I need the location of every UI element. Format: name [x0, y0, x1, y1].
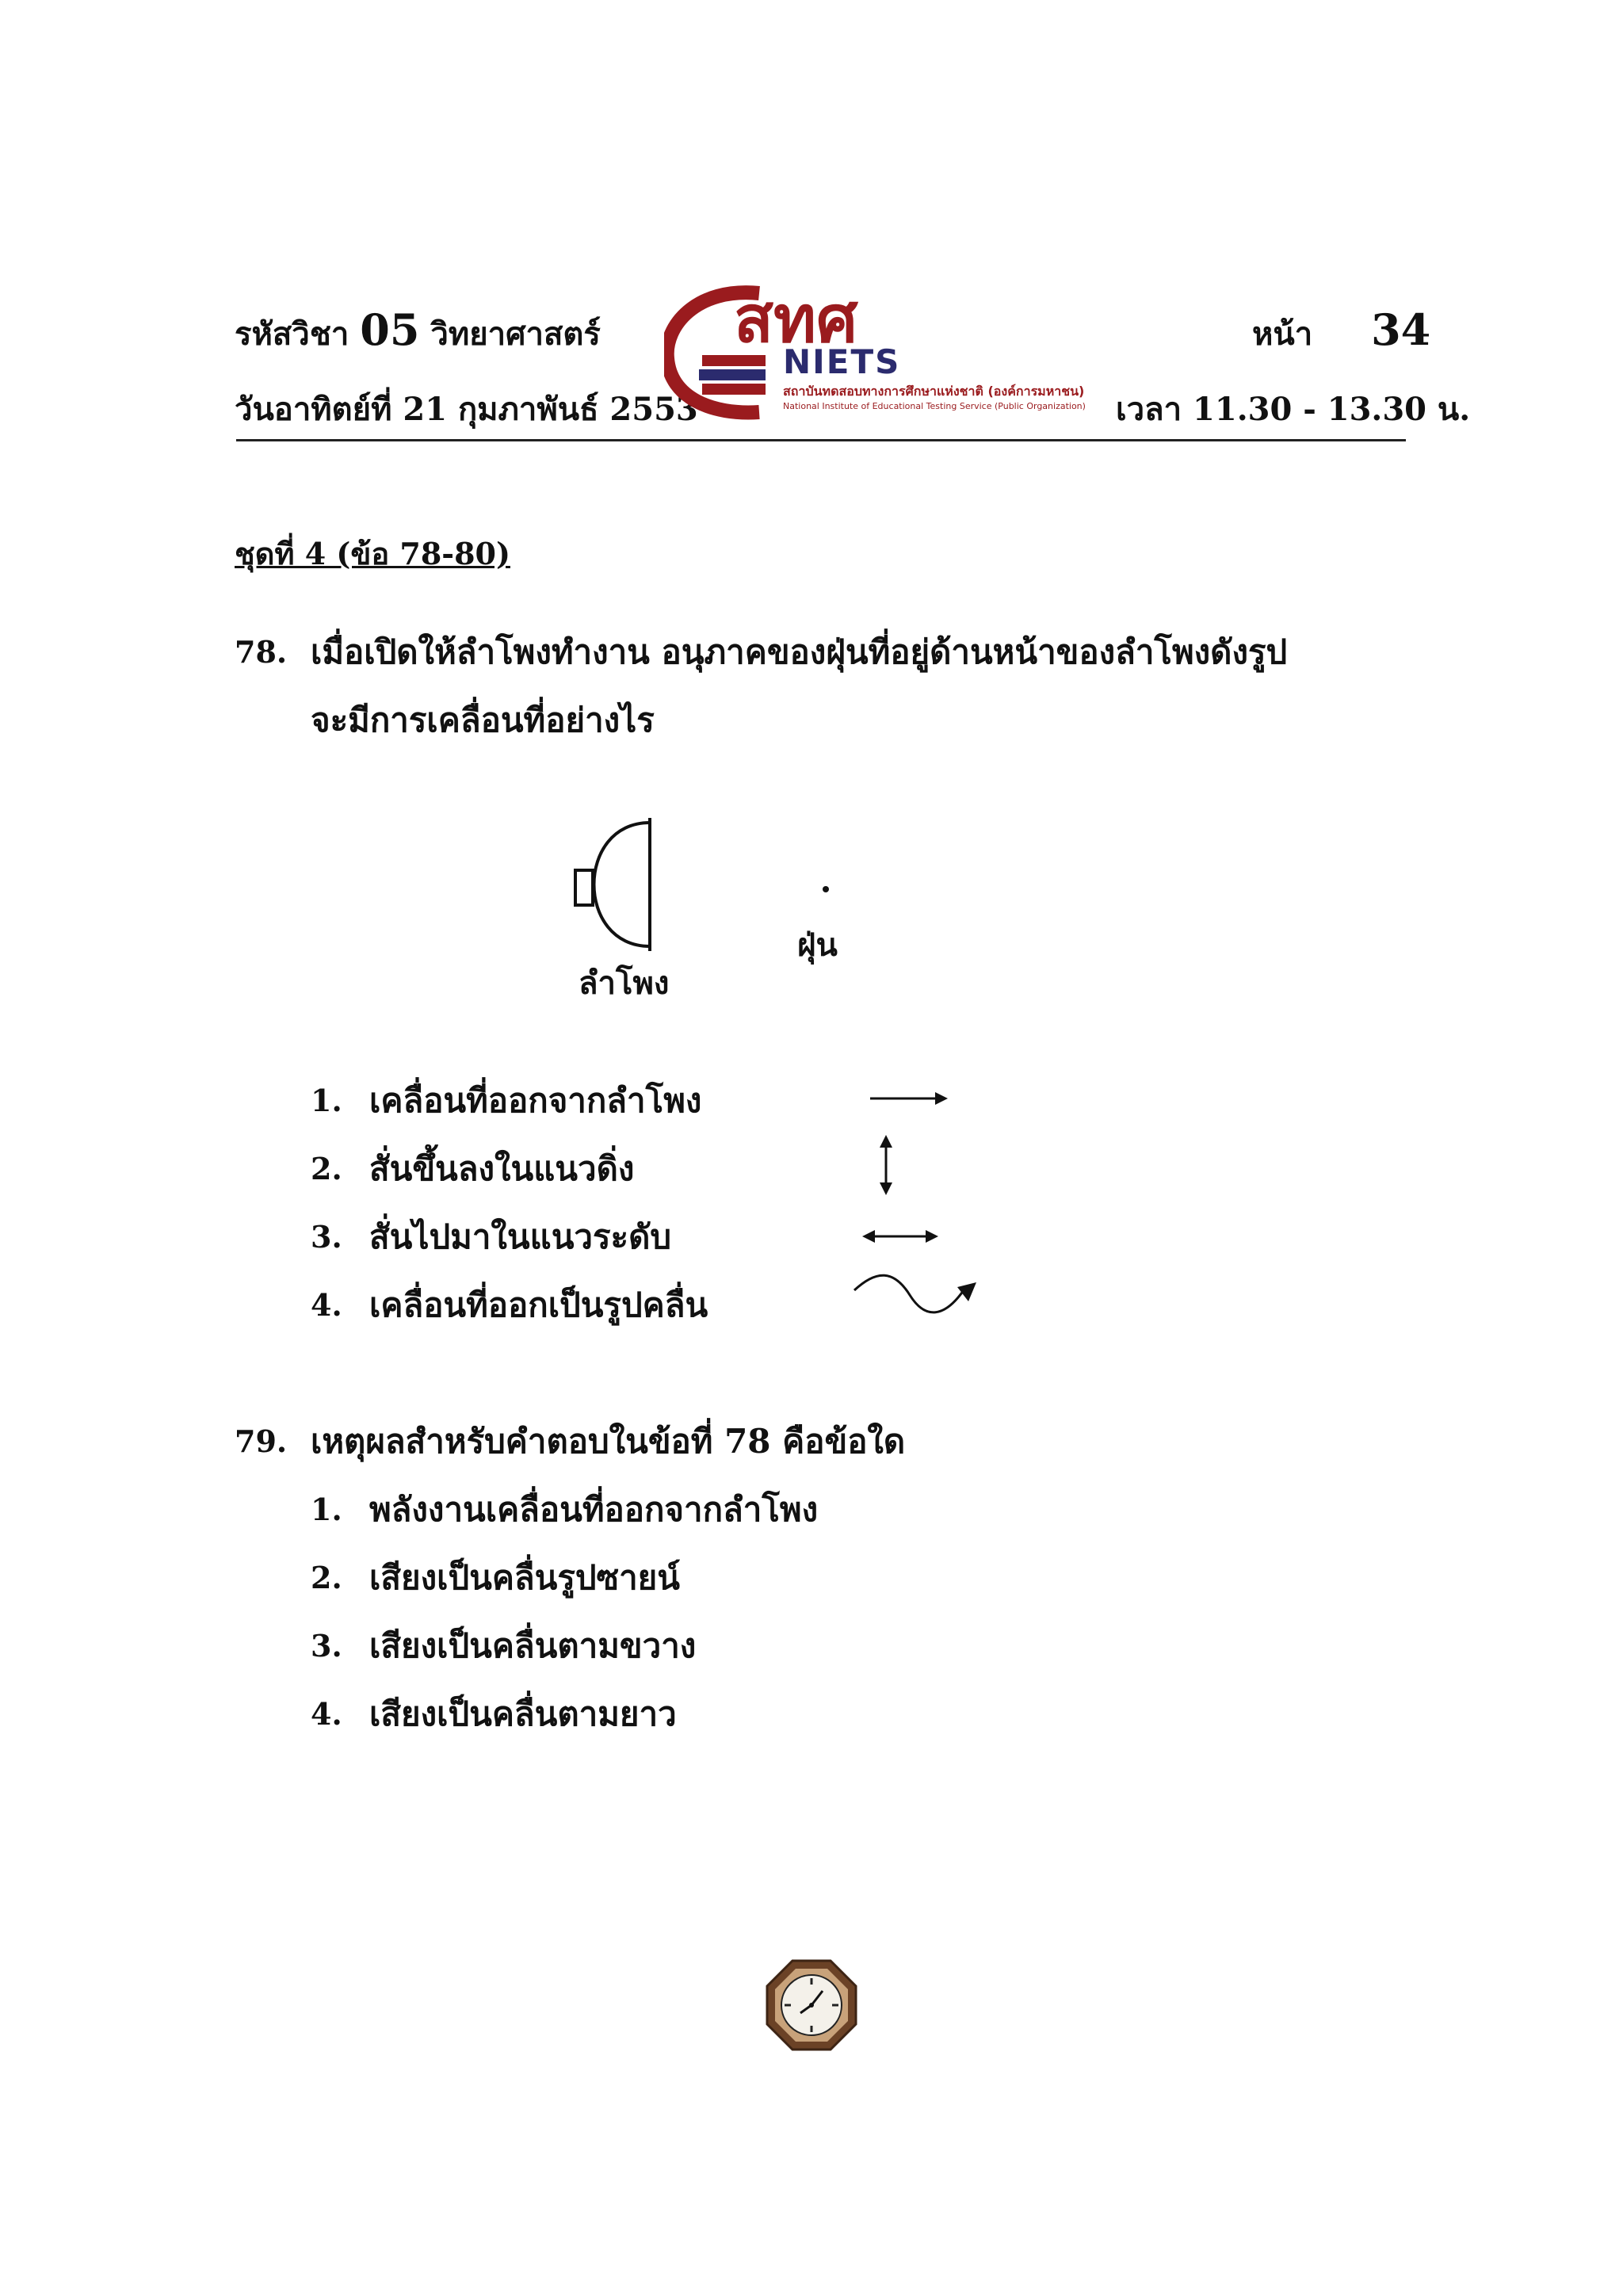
exam-date: วันอาทิตย์ที่ 21 กุมภาพันธ์ 2553	[235, 391, 698, 428]
q78-option-4-number: 4.	[311, 1287, 342, 1323]
q79-option-1-number: 1.	[311, 1492, 342, 1527]
logo-thai-text: สทศ	[734, 282, 858, 357]
q79-option-3-number: 3.	[311, 1628, 342, 1664]
arrow-updown-icon	[876, 1135, 896, 1195]
subject-code: 05	[360, 304, 420, 355]
question-78-line-2: จะมีการเคลื่อนที่อย่างไร	[311, 701, 655, 739]
q79-option-1-text[interactable]: พลังงานเคลื่อนที่ออกจากลำโพง	[369, 1490, 819, 1529]
header-divider	[236, 439, 1406, 441]
q78-option-1-text[interactable]: เคลื่อนที่ออกจากลำโพง	[369, 1081, 702, 1120]
arrow-right-icon	[870, 1089, 949, 1108]
wave-arrow-icon	[853, 1273, 980, 1320]
logo-english-text: NIETS	[783, 342, 901, 381]
q79-option-4-number: 4.	[311, 1696, 342, 1732]
logo-subtitle-thai: สถาบันทดสอบทางการศึกษาแห่งชาติ (องค์การมหาชน)	[783, 384, 1085, 399]
page-number: 34	[1371, 304, 1431, 355]
q78-option-4-text[interactable]: เคลื่อนที่ออกเป็นรูปคลื่น	[369, 1286, 708, 1324]
speaker-label: ลำโพง	[579, 965, 670, 1002]
arrow-leftright-icon	[862, 1227, 938, 1246]
q78-option-3-number: 3.	[311, 1219, 342, 1255]
clock-icon	[766, 1959, 857, 2051]
set-title: ชุดที่ 4 (ข้อ 78-80)	[235, 536, 510, 571]
q79-option-3-text[interactable]: เสียงเป็นคลื่นตามขวาง	[369, 1626, 697, 1665]
page-indicator	[1252, 304, 1430, 359]
subject-label: รหัสวิชา	[235, 315, 349, 353]
dust-particle	[823, 886, 829, 892]
q78-option-2-number: 2.	[311, 1151, 342, 1186]
exam-time: เวลา 11.30 - 13.30 น.	[1116, 391, 1471, 428]
speaker-icon	[567, 816, 663, 959]
q78-option-2-text[interactable]: สั่นขึ้นลงในแนวดิ่ง	[369, 1149, 635, 1188]
dust-label: ฝุ่น	[797, 926, 838, 964]
question-79-number: 79.	[235, 1423, 288, 1459]
subject-line	[235, 304, 601, 359]
subject-name: วิทยาศาสตร์	[430, 315, 601, 353]
question-78-line-1: เมื่อเปิดให้ลำโพงทำงาน อนุภาคของฝุ่นที่อยู่ด้านหน้าของลำโพงดังรูป	[311, 632, 1288, 671]
q78-option-1-number: 1.	[311, 1083, 342, 1118]
q79-option-2-number: 2.	[311, 1560, 342, 1595]
question-78-number: 78.	[235, 634, 288, 670]
q79-option-4-text[interactable]: เสียงเป็นคลื่นตามยาว	[369, 1694, 677, 1733]
logo-subtitle-english: National Institute of Educational Testing Service (Public Organization)	[783, 401, 1086, 411]
q78-option-3-text[interactable]: สั่นไปมาในแนวระดับ	[369, 1217, 672, 1256]
page-label: หน้า	[1252, 315, 1313, 353]
q79-option-2-text[interactable]: เสียงเป็นคลื่นรูปซายน์	[369, 1558, 681, 1597]
question-79-line-1: เหตุผลสำหรับคำตอบในข้อที่ 78 คือข้อใด	[311, 1422, 906, 1461]
niets-logo	[664, 279, 1124, 422]
